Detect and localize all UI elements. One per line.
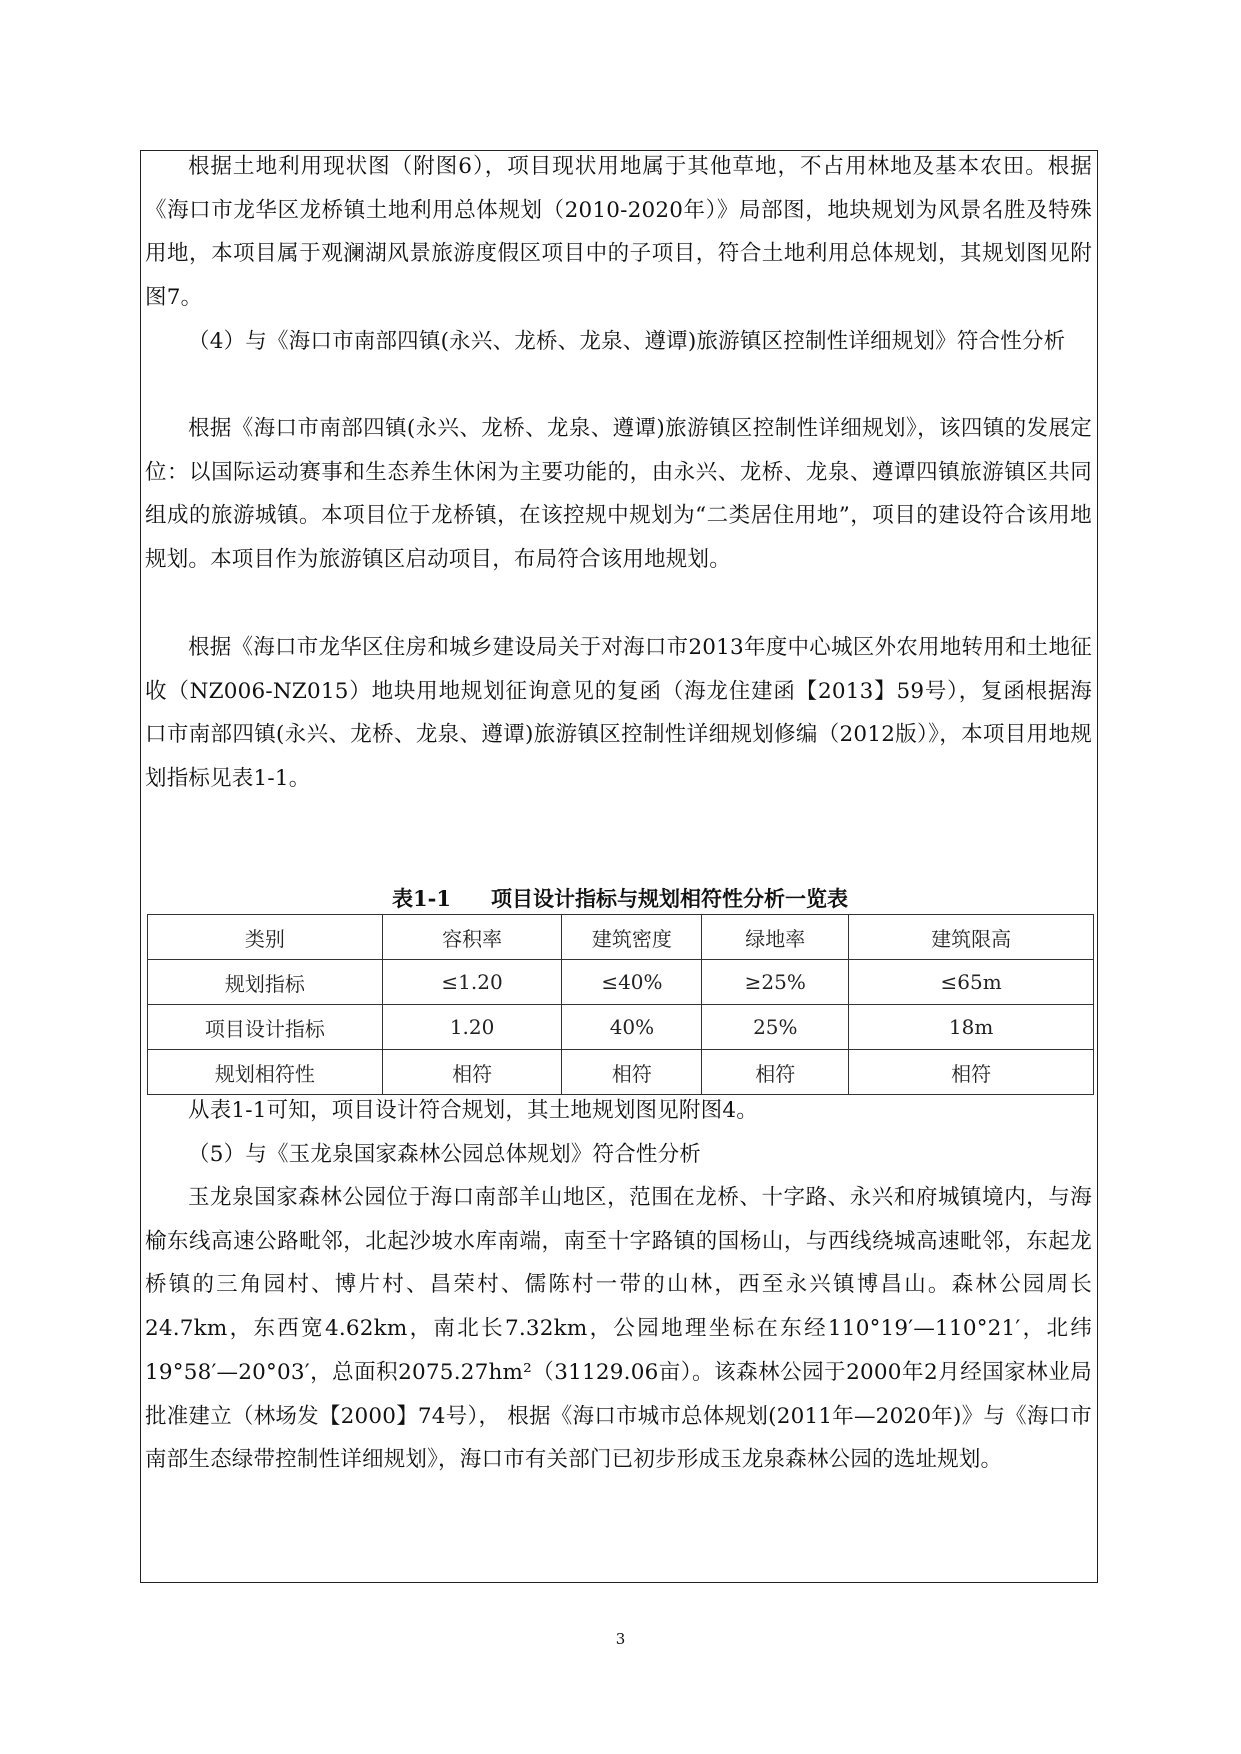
paragraph-land-use: 根据土地利用现状图（附图6），项目现状用地属于其他草地，不占用林地及基本农田。根据《海口市龙华区龙桥镇土地利用总体规划（2010-2020年）》局部图，地块规划为风景名胜及特殊用地，本项目属于观澜湖风景旅游度假区项目中的子项目，符合土地利用总体规划，其规划图见附图7。 [145, 154, 1092, 311]
table-cell: ≤65m [849, 960, 1094, 1005]
table-header-cell: 类别 [148, 915, 383, 960]
table-header-row [148, 915, 1094, 960]
table-cell: ≥25% [702, 960, 849, 1005]
paragraph-table-conclusion: 从表1-1可知，项目设计符合规划，其土地规划图见附图4。 [188, 1098, 758, 1123]
table-header-cell: 绿地率 [702, 915, 849, 960]
table-row [148, 960, 1094, 1005]
paragraph-four-towns: 根据《海口市南部四镇(永兴、龙桥、龙泉、遵谭)旅游镇区控制性详细规划》，该四镇的发展定位：以国际运动赛事和生态养生休闲为主要功能的，由永兴、龙桥、龙泉、遵谭四镇旅游镇区共同组成的旅游城镇。本项目位于龙桥镇，在该控规中规划为“二类居住用地”，项目的建设符合该用地规划。本项目作为旅游镇区启动项目，布局符合该用地规划。 [145, 416, 1092, 573]
table-caption [141, 884, 1099, 914]
table-header-cell: 建筑密度 [562, 915, 702, 960]
table-cell: 规划指标 [148, 960, 383, 1005]
table-cell: 1.20 [382, 1005, 562, 1050]
table-cell: 相符 [849, 1050, 1094, 1095]
table-cell: ≤1.20 [382, 960, 562, 1005]
paragraph-heading-4: （4）与《海口市南部四镇(永兴、龙桥、龙泉、遵谭)旅游镇区控制性详细规划》符合性分析 [188, 329, 1066, 354]
table-cell: 18m [849, 1005, 1094, 1050]
table-cell: 相符 [382, 1050, 562, 1095]
table-cell: 规划相符性 [148, 1050, 383, 1095]
paragraph-reply-letter: 根据《海口市龙华区住房和城乡建设局关于对海口市2013年度中心城区外农用地转用和土地征收（NZ006-NZ015）地块用地规划征询意见的复函（海龙住建函【2013】59号），复函根据海口市南部四镇(永兴、龙桥、龙泉、遵谭)旅游镇区控制性详细规划修编（2012版）》，本项目用地规划指标见表1-1。 [145, 635, 1092, 792]
indicator-table [147, 914, 1094, 1095]
table-cell: 相符 [562, 1050, 702, 1095]
table-header-cell: 建筑限高 [849, 915, 1094, 960]
paragraph-forest-park: 玉龙泉国家森林公园位于海口南部羊山地区，范围在龙桥、十字路、永兴和府城镇境内，与海榆东线高速公路毗邻，北起沙坡水库南端，南至十字路镇的国杨山，与西线绕城高速毗邻，东起龙桥镇的三角园村、博片村、昌荣村、儒陈村一带的山林，西至永兴镇博昌山。森林公园周长24.7km，东西宽4.62km，南北长7.32km，公园地理坐标在东经110°19′—110°21′，北纬19°58′—20°03′，总面积2075.27hm²（31129.06亩）。该森林公园于2000年2月经国家林业局批准建立（林场发【2000】74号）， 根据《海口市城市总体规划(2011年—2020年)》与《海口市南部生态绿带控制性详细规划》，海口市有关部门已初步形成玉龙泉森林公园的选址规划。 [145, 1185, 1092, 1473]
table-row [148, 1050, 1094, 1095]
document-frame [140, 150, 1098, 1583]
table-row [148, 1005, 1094, 1050]
table-caption-title: 项目设计指标与规划相符性分析一览表 [490, 886, 848, 911]
table-cell: 40% [562, 1005, 702, 1050]
table-header-cell: 容积率 [382, 915, 562, 960]
table-caption-number: 表1-1 [392, 886, 451, 911]
paragraph-heading-5: （5）与《玉龙泉国家森林公园总体规划》符合性分析 [188, 1142, 701, 1167]
page-number: 3 [615, 1630, 626, 1648]
table-cell: ≤40% [562, 960, 702, 1005]
table-cell: 25% [702, 1005, 849, 1050]
table-cell: 项目设计指标 [148, 1005, 383, 1050]
table-cell: 相符 [702, 1050, 849, 1095]
